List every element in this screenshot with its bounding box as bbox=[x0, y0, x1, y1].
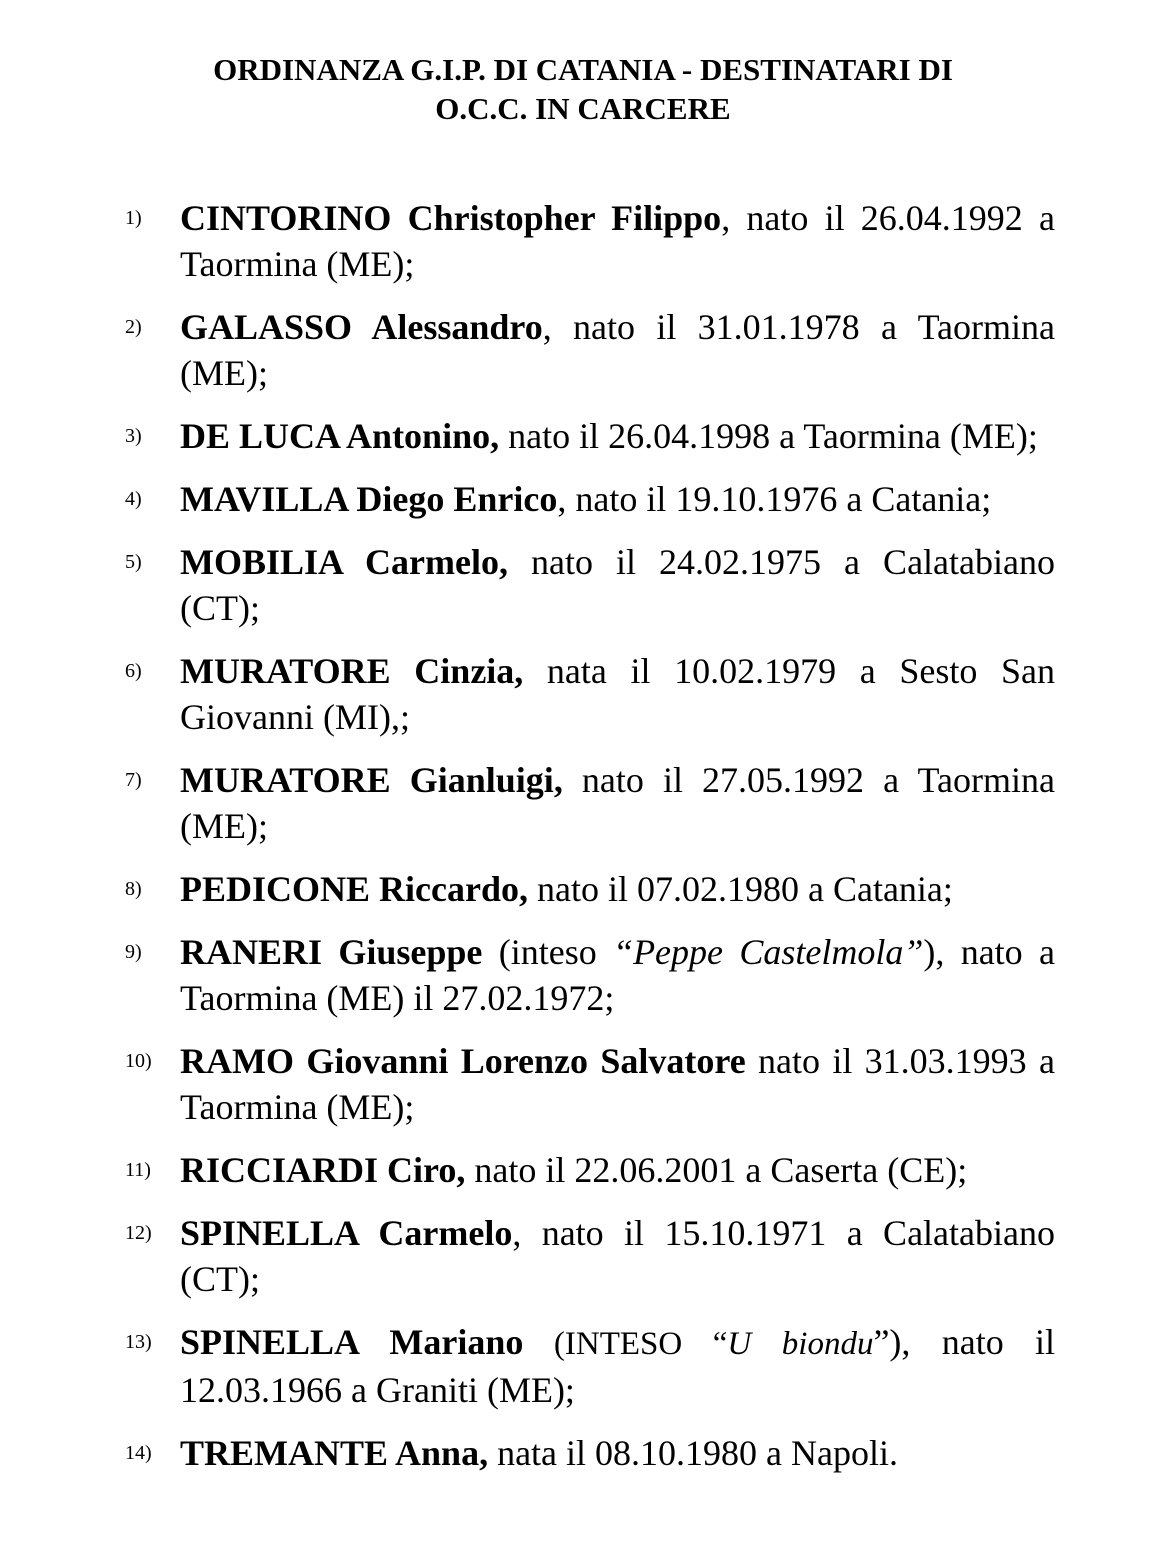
person-details: , nato il 19.10.1976 a Catania; bbox=[557, 479, 992, 519]
person-details: nato il 26.04.1998 a Taormina (ME); bbox=[499, 416, 1038, 456]
list-item bbox=[125, 757, 1055, 849]
person-name: TREMANTE Anna, bbox=[180, 1433, 489, 1473]
person-name: CINTORINO Christopher Filippo bbox=[180, 198, 722, 238]
person-details: nata il 08.10.1980 a Napoli. bbox=[488, 1433, 898, 1473]
list-item bbox=[125, 304, 1055, 396]
list-item bbox=[125, 539, 1055, 631]
list-item bbox=[125, 195, 1055, 287]
item-number: 9) bbox=[125, 941, 142, 963]
person-name: MAVILLA Diego Enrico bbox=[180, 479, 558, 519]
person-name: RANERI Giuseppe bbox=[180, 932, 483, 972]
item-number: 8) bbox=[125, 878, 142, 900]
alias-prefix: (inteso bbox=[482, 932, 614, 972]
person-name: PEDICONE Riccardo, bbox=[180, 869, 528, 909]
list-item bbox=[125, 413, 1055, 459]
list-item bbox=[125, 1147, 1055, 1193]
item-number: 2) bbox=[125, 316, 142, 338]
list-item bbox=[125, 476, 1055, 522]
alias-prefix: (INTESO “ bbox=[523, 1326, 728, 1362]
list-item bbox=[125, 1430, 1055, 1476]
person-name: MURATORE Cinzia, bbox=[180, 651, 524, 691]
person-name: MOBILIA Carmelo, bbox=[180, 542, 508, 582]
person-details: nata il 10.02.1979 a Sesto San Giovanni (MI),; bbox=[180, 651, 1056, 737]
list-item bbox=[125, 648, 1055, 740]
person-details: nato il 27.05.1992 a Taormina (ME); bbox=[180, 760, 1055, 846]
list-item bbox=[125, 866, 1055, 912]
person-alias: “Peppe Castelmola” bbox=[613, 932, 924, 972]
person-details: , nato il 31.01.1978 a Taormina (ME); bbox=[180, 307, 1055, 393]
item-number: 12) bbox=[125, 1222, 152, 1244]
person-details: nato il 22.06.2001 a Caserta (CE); bbox=[465, 1150, 968, 1190]
person-name: MURATORE Gianluigi, bbox=[180, 760, 563, 800]
person-name: RICCIARDI Ciro, bbox=[180, 1150, 466, 1190]
item-number: 10) bbox=[125, 1050, 152, 1072]
title-line-2: O.C.C. IN CARCERE bbox=[435, 91, 731, 126]
person-name: DE LUCA Antonino, bbox=[180, 416, 500, 456]
person-details: nato il 24.02.1975 a Calatabiano (CT); bbox=[180, 542, 1055, 628]
list-item bbox=[125, 1210, 1055, 1302]
person-details: ), nato a Taormina (ME) il 27.02.1972; bbox=[180, 932, 1055, 1018]
item-number: 7) bbox=[125, 769, 142, 791]
item-number: 3) bbox=[125, 425, 142, 447]
person-name: SPINELLA Carmelo bbox=[180, 1213, 513, 1253]
item-number: 11) bbox=[125, 1159, 151, 1181]
list-item bbox=[125, 1319, 1055, 1413]
person-details: , nato il 26.04.1992 a Taormina (ME); bbox=[180, 198, 1055, 284]
person-details: ”), nato il 12.03.1966 a Graniti (ME); bbox=[180, 1322, 1055, 1410]
person-alias: U biondu bbox=[727, 1326, 874, 1362]
person-name: SPINELLA Mariano bbox=[180, 1322, 524, 1362]
person-name: GALASSO Alessandro bbox=[180, 307, 543, 347]
item-number: 6) bbox=[125, 660, 142, 682]
list-item bbox=[125, 929, 1055, 1021]
person-details: nato il 07.02.1980 a Catania; bbox=[527, 869, 953, 909]
person-details: , nato il 15.10.1971 a Calatabiano (CT); bbox=[180, 1213, 1055, 1299]
item-number: 14) bbox=[125, 1442, 152, 1464]
item-number: 1) bbox=[125, 207, 142, 229]
document-title bbox=[100, 50, 1066, 128]
list-item bbox=[125, 1038, 1055, 1130]
item-number: 5) bbox=[125, 551, 142, 573]
person-name: RAMO Giovanni Lorenzo Salvatore bbox=[180, 1041, 746, 1081]
item-number: 13) bbox=[125, 1331, 152, 1353]
recipients-list bbox=[125, 195, 1055, 1476]
person-details: nato il 31.03.1993 a Taormina (ME); bbox=[180, 1041, 1055, 1127]
title-line-1: ORDINANZA G.I.P. DI CATANIA - DESTINATARI DI bbox=[213, 52, 953, 87]
item-number: 4) bbox=[125, 488, 142, 510]
